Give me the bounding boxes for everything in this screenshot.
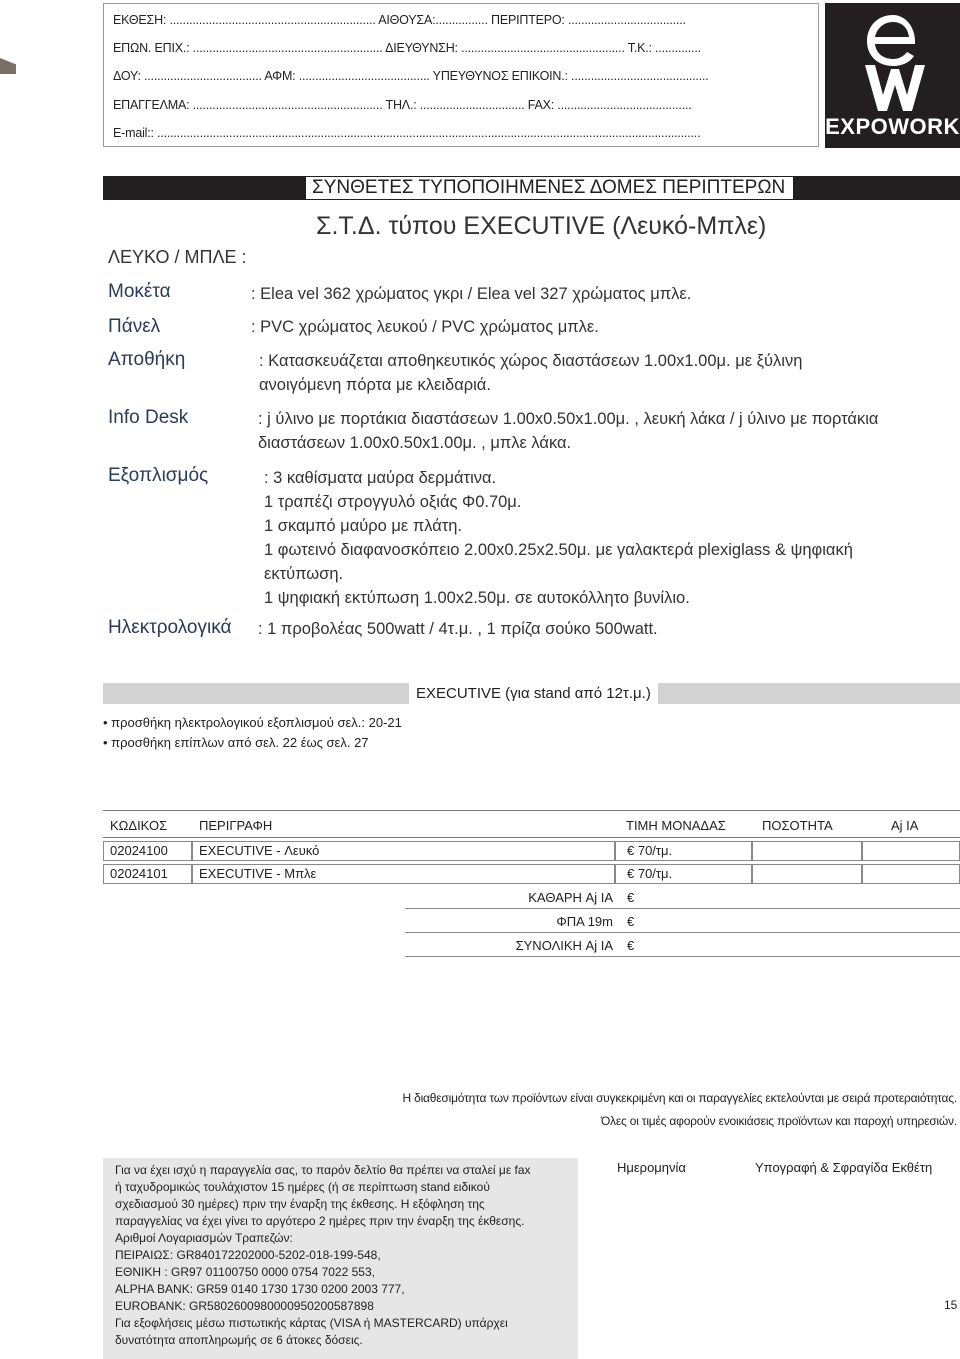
column-header-description: ΠΕΡΙΓΡΑΦΗ [199,818,273,833]
spec-value-equipment: : 3 καθίσματα μαύρα δερμάτινα. 1 τραπέζι στρογγυλό οξιάς Φ0.70μ. 1 σκαμπό μαύρο με πλάτη. 1 φωτεινό διαφανοσκόπειο 2.00x0.25x2.50μ. με γαλακτερά plexiglass & ψηφιακή εκτύπωση. 1 ψηφιακή εκτύπωση 1.00x2.50μ. σε αυτοκόλλητο βυνίλιο. [264,469,853,607]
page-number: 15 [944,1298,958,1312]
exhibitor-form-box [103,3,819,147]
ew-logo-icon [825,3,960,113]
spec-value-panel: : PVC χρώματος λευκού / PVC χρώματος μπλε. [251,318,599,336]
column-header-quantity: ΠΟΣΟΤΗΤΑ [762,818,833,833]
total-gross-label: ΣΥΝΟΛΙΚΗ Aj IA [515,938,613,953]
bullet-furniture-addon: • προσθήκη επίπλων από σελ. 22 έως σελ. 27 [103,735,369,750]
form-line-email: E-mail:: ...................................................................................................................................................................... [113,126,701,140]
prices-note: Όλες οι τιμές αφορούν ενοικιάσεις προϊόντων και παροχή υπηρεσιών. [600,1114,957,1128]
row-description: EXECUTIVE - Μπλε [199,866,317,881]
spec-value-carpet: : Elea vel 362 χρώματος γκρι / Elea vel 327 χρώματος μπλε. [251,285,692,303]
date-label: Ημερομηνία [617,1160,686,1175]
expowork-logo [825,3,960,148]
form-line-tax: ΔΟΥ: .................................... ΑΦΜ: ........................................ ΥΠΕΥΘΥΝΟΣ ΕΠΙΚΟΙΝ.: .......................................... [113,69,709,83]
payment-info-box [103,1158,578,1359]
column-header-amount: Aj IA [891,818,919,833]
form-line-profession: ΕΠΑΓΓΕΛΜΑ: .......................................................... ΤΗΛ.: ................................ FAX: ......................................... [113,98,692,112]
executive-band [103,683,960,704]
row-amount-cell[interactable] [862,841,960,861]
executive-band-label: EXECUTIVE (για stand από 12τ.μ.) [409,683,658,704]
product-subtitle: Σ.Τ.Δ. τύπου EXECUTIVE (Λευκό-Μπλε) [316,212,767,240]
total-vat-value: € [627,914,635,929]
page-title: ΣΥΝΘΕΤΕΣ ΤΥΠΟΠΟΙΗΜΕΝΕΣ ΔΟΜΕΣ ΠΕΡΙΠΤΕΡΩΝ [306,177,793,199]
spec-label-electrical: Ηλεκτρολογικά [108,617,232,638]
corner-mark [0,58,16,74]
column-header-unit-price: ΤΙΜΗ ΜΟΝΑΔΑΣ [626,818,726,833]
spec-label-equipment: Εξοπλισμός [108,465,209,486]
total-net-row [405,885,960,909]
row-quantity-cell[interactable] [752,864,862,884]
color-heading: ΛΕΥΚΟ / ΜΠΛΕ : [108,247,247,267]
signature-label: Υπογραφή & Σφραγίδα Εκθέτη [755,1160,933,1175]
spec-label-storage: Αποθήκη [108,349,186,370]
spec-label-panel: Πάνελ [108,316,161,337]
bullet-electrical-addon: • προσθήκη ηλεκτρολογικού εξοπλισμού σελ.: 20-21 [103,715,402,730]
row-unit-price: € 70/τμ. [627,866,673,881]
total-net-value: € [627,890,635,905]
logo-wordmark: EXPOWORK [825,114,960,139]
row-quantity-cell[interactable] [752,841,862,861]
row-amount-cell[interactable] [862,864,960,884]
total-vat-row [405,909,960,933]
column-header-code: ΚΩΔΙΚΟΣ [110,818,168,833]
spec-value-storage: : Κατασκευάζεται αποθηκευτικός χώρος διαστάσεων 1.00x1.00μ. με ξύλινη ανοιγόμενη πόρτα με κλειδαριά. [259,352,803,394]
row-code: 02024101 [110,866,168,881]
row-description: EXECUTIVE - Λευκό [199,843,320,858]
row-code: 02024100 [110,843,168,858]
total-gross-value: € [627,938,635,953]
total-vat-label: ΦΠΑ 19m [556,914,613,929]
spec-value-info-desk: : j ύλινο με πορτάκια διαστάσεων 1.00x0.50x1.00μ. , λευκή λάκα / j ύλινο με πορτάκια διαστάσεων 1.00x0.50x1.00μ. , μπλε λάκα. [258,410,879,452]
availability-note: Η διαθεσιμότητα των προϊόντων είναι συγκεκριμένη και οι παραγγελίες εκτελούνται με σειρά προτεραιότητας. [402,1091,957,1105]
title-bar [103,176,960,200]
form-line-company: ΕΠΩΝ. ΕΠΙΧ.: .......................................................... ΔΙΕΥΘΥΝΣΗ: .................................................. Τ.Κ.: .............. [113,41,701,55]
payment-info-text: Για να έχει ισχύ η παραγγελία σας, το παρόν δελτίο θα πρέπει να σταλεί με fax ή ταχυδρομικώς τουλάχιστον 15 ημέρες (ή σε περίπτωση stand ειδικού σχεδιασμού 30 ημέρες) πριν την έναρξη της έκθεσης. Η εξόφληση της παραγγελίας να έχει γίνει το αργότερο 2 ημέρες πριν την έναρξη της έκθεσης. Αριθμοί Λογαριασμών Τραπεζών: ΠΕΙΡΑΙΩΣ: GR840172202000-5202-018-199-548, ΕΘΝΙΚΗ : GR97 01100750 0000 0754 7022 553, ALPHA BANK: GR59 0140 1730 1730 0200 2003 777, EUROBANK: GR5802600980000950200587898 Για εξοφλήσεις μέσω πιστωτικής κάρτας (VISA ή MASTERCARD) υπάρχει δυνατότητα αποπληρωμής σε 6 άτοκες δόσεις. [115,1163,531,1347]
spec-value-electrical: : 1 προβολέας 500watt / 4τ.μ. , 1 πρίζα σούκο 500watt. [258,620,658,638]
spec-label-carpet: Μοκέτα [108,281,171,302]
spec-label-info-desk: Info Desk [108,407,189,428]
total-net-label: ΚΑΘΑΡΗ Aj IA [528,890,613,905]
form-line-exhibition: ΕΚΘΕΣΗ: ............................................................... ΑΙΘΟΥΣΑ:................ ΠΕΡΙΠΤΕΡΟ: .................................... [113,13,686,27]
price-table-header [103,810,960,838]
total-gross-row [405,933,960,957]
row-unit-price: € 70/τμ. [627,843,673,858]
